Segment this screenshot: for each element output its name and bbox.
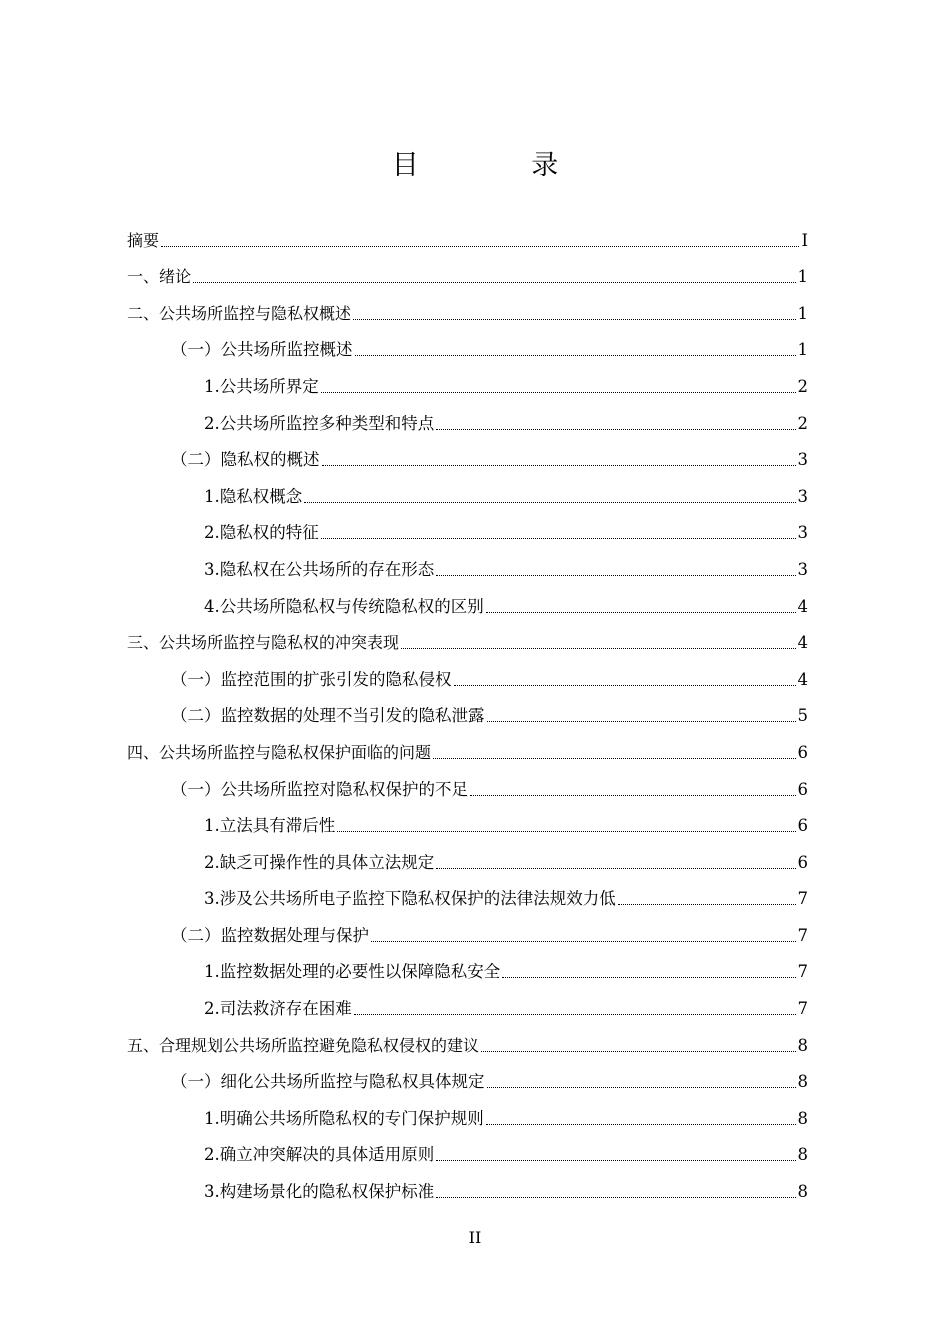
toc-entry-label: （一）监控范围的扩张引发的隐私侵权 (171, 669, 452, 689)
toc-entry-page: 1 (797, 267, 808, 287)
dot-leader (487, 1087, 796, 1088)
toc-entry[interactable] (127, 1060, 808, 1097)
page-number: II (468, 1228, 482, 1247)
dot-leader (436, 1160, 795, 1161)
dot-leader (454, 685, 796, 686)
toc-entry-page: 3 (797, 450, 808, 470)
toc-entry[interactable] (127, 913, 808, 950)
toc-entry-label: 3.隐私权在公共场所的存在形态 (204, 559, 435, 579)
toc-entry[interactable] (127, 1096, 808, 1133)
dot-leader (321, 538, 796, 539)
toc-entry-page: 7 (797, 962, 808, 982)
toc-entry-label: 1.隐私权概念 (204, 486, 303, 506)
toc-entry-label: 2.确立冲突解决的具体适用原则 (204, 1145, 435, 1165)
toc-entry-page: 6 (797, 816, 808, 836)
dot-leader (470, 795, 796, 796)
toc-entry[interactable] (127, 950, 808, 987)
toc-entry-page: 1 (797, 303, 808, 323)
dot-leader (487, 721, 796, 722)
toc-entry-label: 1.公共场所界定 (204, 376, 319, 396)
toc-entry-page: I (801, 230, 808, 250)
toc-entry-label: （一）公共场所监控对隐私权保护的不足 (171, 779, 468, 799)
toc-entry[interactable] (127, 474, 808, 511)
toc-entry-page: 8 (797, 1035, 808, 1055)
toc-entry-page: 2 (797, 413, 808, 433)
toc-entry[interactable] (127, 438, 808, 475)
dot-leader (436, 429, 795, 430)
toc-entry[interactable] (127, 328, 808, 365)
dot-leader (371, 941, 796, 942)
toc-entry-page: 6 (797, 742, 808, 762)
toc-entry-label: 2.缺乏可操作性的具体立法规定 (204, 852, 435, 872)
dot-leader (304, 502, 795, 503)
dot-leader (502, 977, 795, 978)
dot-leader (401, 648, 795, 649)
toc-entry-page: 7 (797, 889, 808, 909)
toc-entry-label: 五、合理规划公共场所监控避免隐私权侵权的建议 (127, 1035, 480, 1055)
dot-leader (193, 282, 795, 283)
toc-entry[interactable] (127, 767, 808, 804)
dot-leader (322, 465, 796, 466)
toc-entry-label: 2.司法救济存在困难 (204, 999, 352, 1019)
dot-leader (618, 904, 796, 905)
toc-entry[interactable] (127, 804, 808, 841)
toc-entry[interactable] (127, 511, 808, 548)
toc-entry-label: （二）监控数据处理与保护 (171, 925, 369, 945)
toc-entry-label: 2.隐私权的特征 (204, 523, 319, 543)
toc-entry-page: 3 (797, 523, 808, 543)
dot-leader (337, 831, 795, 832)
toc-entry[interactable] (127, 584, 808, 621)
toc-entry-label: 四、公共场所监控与隐私权保护面临的问题 (127, 742, 432, 762)
toc-entry[interactable] (127, 840, 808, 877)
toc-entry-label: （一）细化公共场所监控与隐私权具体规定 (171, 1072, 485, 1092)
dot-leader (355, 355, 796, 356)
toc-entry-label: 二、公共场所监控与隐私权概述 (127, 303, 352, 323)
toc-title: 目 录 (391, 150, 611, 181)
toc-entry-page: 4 (797, 596, 808, 616)
toc-entry[interactable] (127, 986, 808, 1023)
toc-entry-page: 6 (797, 779, 808, 799)
toc-entry-label: 1.立法具有滞后性 (204, 816, 336, 836)
toc-entry-page: 2 (797, 376, 808, 396)
toc-entry-page: 4 (797, 633, 808, 653)
dot-leader (433, 758, 795, 759)
toc-entry-page: 7 (797, 925, 808, 945)
toc-entry[interactable] (127, 1023, 808, 1060)
toc-entry[interactable] (127, 364, 808, 401)
dot-leader (353, 319, 795, 320)
toc-entry-page: 7 (797, 999, 808, 1019)
toc-entry[interactable] (127, 730, 808, 767)
toc-entry-page: 3 (797, 486, 808, 506)
dot-leader (321, 392, 796, 393)
toc-entry-page: 8 (797, 1108, 808, 1128)
toc-entry-page: 6 (797, 852, 808, 872)
dot-leader (354, 1014, 796, 1015)
toc-entry[interactable] (127, 1133, 808, 1170)
toc-entry-page: 8 (797, 1072, 808, 1092)
toc-entry-label: 三、公共场所监控与隐私权的冲突表现 (127, 633, 400, 653)
toc-entry-page: 1 (797, 340, 808, 360)
toc-entry[interactable] (127, 1169, 808, 1206)
toc-entry[interactable] (127, 621, 808, 658)
toc-entry-label: （二）隐私权的概述 (171, 450, 320, 470)
toc-entry[interactable] (127, 255, 808, 292)
toc-entry-page: 8 (797, 1182, 808, 1202)
toc-entry-page: 3 (797, 559, 808, 579)
dot-leader (486, 612, 796, 613)
toc-entry[interactable] (127, 401, 808, 438)
toc-entry-label: 4.公共场所隐私权与传统隐私权的区别 (204, 596, 484, 616)
toc-entry[interactable] (127, 877, 808, 914)
dot-leader (486, 1124, 796, 1125)
toc-entry-page: 8 (797, 1145, 808, 1165)
toc-entry-label: （二）监控数据的处理不当引发的隐私泄露 (171, 706, 485, 726)
dot-leader (481, 1051, 795, 1052)
toc-entry[interactable] (127, 657, 808, 694)
toc-entry-label: 2.公共场所监控多种类型和特点 (204, 413, 435, 433)
toc-entry-page: 4 (797, 669, 808, 689)
toc-entry-label: 3.涉及公共场所电子监控下隐私权保护的法律法规效力低 (204, 889, 616, 909)
toc-entry-label: 1.明确公共场所隐私权的专门保护规则 (204, 1108, 484, 1128)
toc-entry-label: （一）公共场所监控概述 (171, 340, 353, 360)
dot-leader (436, 575, 795, 576)
toc-entry-label: 一、绪论 (127, 267, 192, 287)
table-of-contents (127, 218, 808, 1206)
dot-leader (161, 246, 799, 247)
dot-leader (436, 1197, 795, 1198)
toc-entry-label: 摘要 (127, 230, 160, 250)
toc-entry-label: 3.构建场景化的隐私权保护标准 (204, 1182, 435, 1202)
dot-leader (436, 868, 795, 869)
toc-entry[interactable] (127, 218, 808, 255)
toc-entry-page: 5 (797, 706, 808, 726)
toc-entry[interactable] (127, 291, 808, 328)
toc-entry[interactable] (127, 547, 808, 584)
toc-entry[interactable] (127, 694, 808, 731)
toc-entry-label: 1.监控数据处理的必要性以保障隐私安全 (204, 962, 501, 982)
